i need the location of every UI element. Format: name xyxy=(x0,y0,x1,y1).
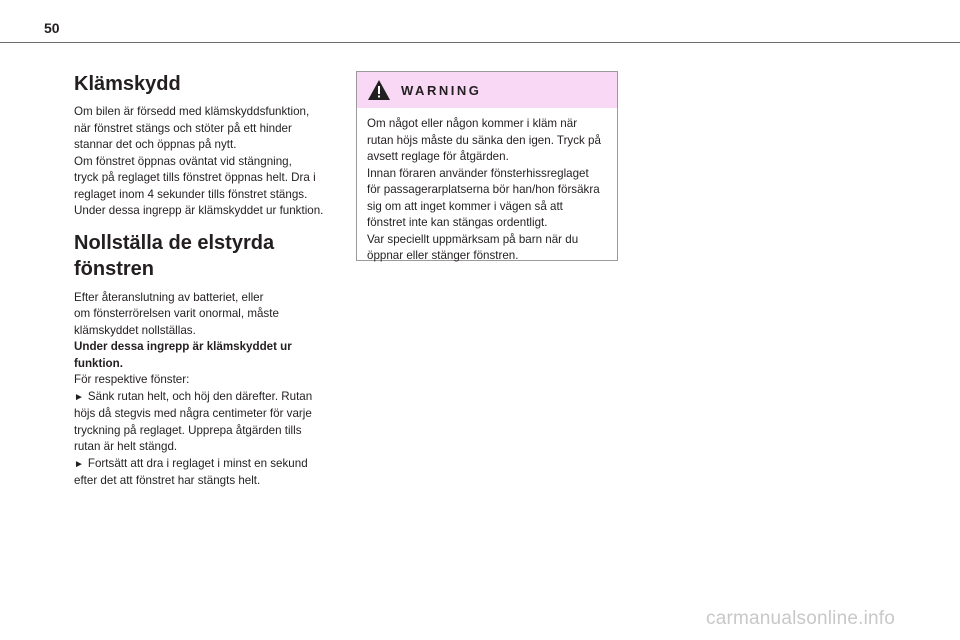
step-line: tryckning på reglaget. Upprepa åtgärden tills xyxy=(74,423,302,437)
warning-title: WARNING xyxy=(401,82,482,98)
warning-body xyxy=(357,108,617,265)
warning-line: fönstret inte kan stängas ordentligt. xyxy=(367,216,548,229)
warning-line: sig om att inget kommer i vägen så att xyxy=(367,199,563,213)
bold-note-line: Under dessa ingrepp är klämskyddet ur xyxy=(74,340,292,353)
text-line: reglaget inom 4 sekunder tills fönstret stängs. xyxy=(74,187,308,201)
nollstalla-paragraph xyxy=(74,290,344,490)
heading-nollstalla xyxy=(74,230,344,282)
page-number: 50 xyxy=(44,20,60,36)
text-line: Under dessa ingrepp är klämskyddet ur funktion. xyxy=(74,204,324,217)
watermark: carmanualsonline.info xyxy=(706,608,896,629)
warning-line: Var speciellt uppmärksam på barn när du xyxy=(367,232,579,246)
per-window-label: För respektive fönster: xyxy=(74,373,190,386)
text-line: klämskyddet nollställas. xyxy=(74,323,196,337)
step-line: rutan är helt stängd. xyxy=(74,440,178,453)
step-line: Fortsätt att dra i reglaget i minst en sekund xyxy=(87,456,308,470)
warning-box xyxy=(356,71,618,261)
text-line: Efter återanslutning av batteriet, eller xyxy=(74,290,264,304)
left-column xyxy=(74,72,344,490)
text-line: Om bilen är försedd med klämskyddsfunktion, xyxy=(74,105,310,118)
warning-triangle-icon xyxy=(367,79,391,101)
warning-line: Om något eller någon kommer i kläm när xyxy=(367,117,578,130)
klamskydd-paragraph xyxy=(74,104,344,220)
bold-note-line: funktion. xyxy=(74,356,123,370)
bullet-arrow-icon: ► xyxy=(74,458,84,470)
step-line: höjs då stegvis med några centimeter för varje xyxy=(74,407,312,420)
warning-line: öppnar eller stänger fönstren. xyxy=(367,249,519,262)
step-line: efter det att fönstret har stängts helt. xyxy=(74,474,261,487)
text-line: om fönsterrörelsen varit onormal, måste xyxy=(74,307,279,320)
heading-klamskydd: Klämskydd xyxy=(74,73,181,95)
text-line: stannar det och öppnas på nytt. xyxy=(74,138,237,151)
heading-line: Nollställa de elstyrda xyxy=(74,231,275,254)
step-line: Sänk rutan helt, och höj den därefter. Rutan xyxy=(87,389,313,403)
text-line: när fönstret stängs och stöter på ett hinder xyxy=(74,121,292,135)
warning-line: rutan höjs måste du sänka den igen. Tryck på xyxy=(367,133,601,147)
text-line: Om fönstret öppnas oväntat vid stängning, xyxy=(74,154,292,168)
warning-paragraph xyxy=(367,116,607,265)
warning-line: avsett reglage för åtgärden. xyxy=(367,150,509,163)
header-divider xyxy=(0,42,960,43)
heading-line: fönstren xyxy=(74,257,154,280)
warning-line: Innan föraren använder fönsterhissreglaget xyxy=(367,166,589,180)
warning-header xyxy=(357,72,617,108)
warning-line: för passagerarplatserna bör han/hon försäkra xyxy=(367,183,600,196)
text-line: tryck på reglaget tills fönstret öppnas helt. Dra i xyxy=(74,171,316,184)
bullet-arrow-icon: ► xyxy=(74,391,84,403)
